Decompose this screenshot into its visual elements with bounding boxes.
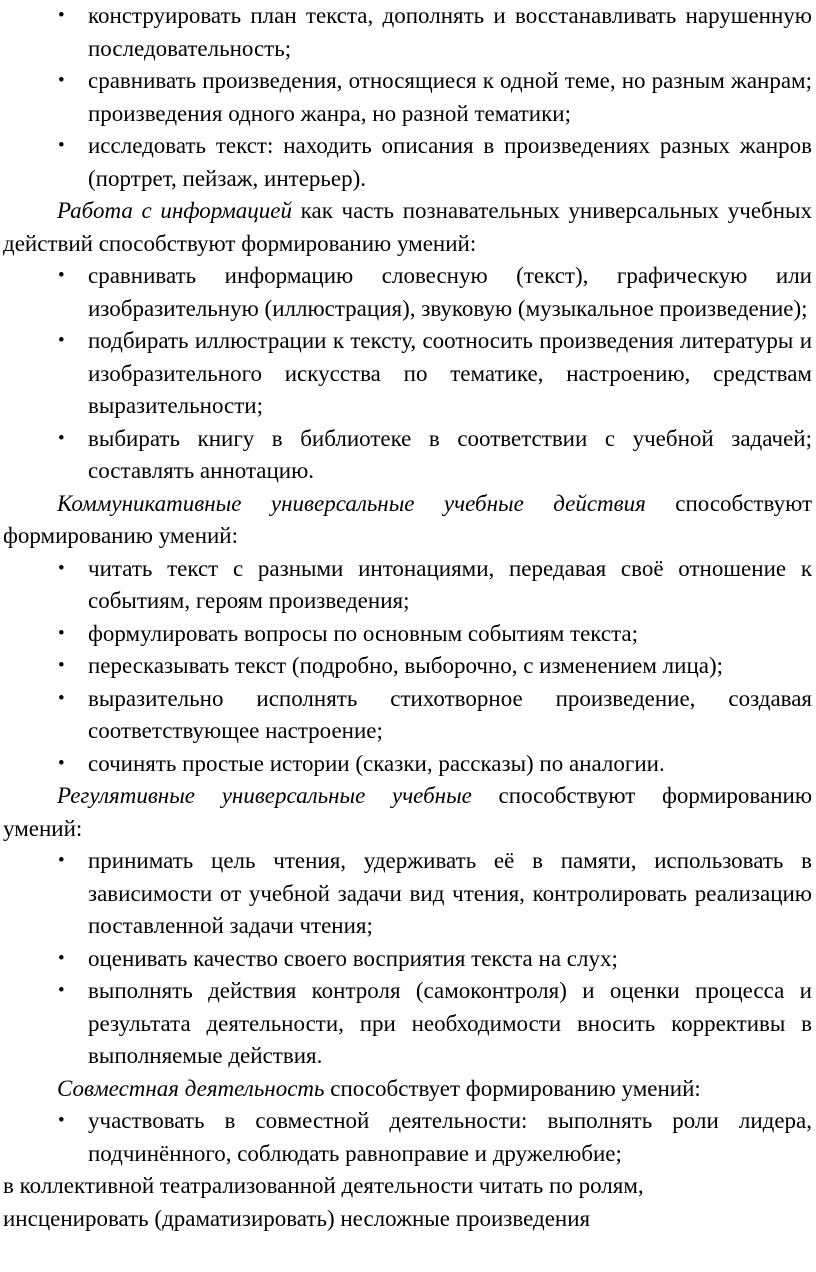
bullet-list-regulatory (3, 845, 812, 1073)
paragraph-joint-activity (3, 1073, 812, 1106)
list-item: • принимать цель чтения, удерживать её в памяти, использовать в зависимости от учебной задачи вид чтения, контролировать реализацию поставленной задачи чтения; (3, 845, 812, 943)
list-item: • пересказывать текст (подробно, выборочно, с изменением лица); (3, 650, 812, 683)
paragraph-information (3, 195, 812, 260)
list-item: • выбирать книгу в библиотеке в соответствии с учебной задачей; составлять аннотацию. (3, 423, 812, 488)
bullet-list-planning (3, 0, 812, 195)
bullet-list-information (3, 260, 812, 488)
list-item: • конструировать план текста, дополнять и восстанавливать нарушенную последовательность; (3, 0, 812, 65)
paragraph-regulatory (3, 780, 812, 845)
paragraph-text: способствуют формированию умений: (3, 783, 812, 841)
closing-line: инсценировать (драматизировать) несложные произведения (3, 1205, 591, 1231)
list-item: • исследовать текст: находить описания в произведениях разных жанров (портрет, пейзаж, интерьер). (3, 130, 812, 195)
bullet-list-joint-activity (3, 1105, 812, 1170)
list-item: • сравнивать информацию словесную (текст), графическую или изобразительную (иллюстрация), звуковую (музыкальное произведение); (3, 260, 812, 325)
list-item: • участвовать в совместной деятельности: выполнять роли лидера, подчинённого, соблюдать равноправие и дружелюбие; (3, 1105, 812, 1170)
italic-term: Регулятивные универсальные учебные (57, 783, 472, 808)
list-item: • подбирать иллюстрации к тексту, соотносить произведения литературы и изобразительного искусства по тематике, настроению, средствам выразительности; (3, 325, 812, 423)
list-item: • оценивать качество своего восприятия текста на слух; (3, 943, 812, 976)
bullet-list-communicative (3, 553, 812, 781)
paragraph-text: способствуют формированию умений: (3, 490, 812, 548)
italic-term: Коммуникативные универсальные учебные действия (57, 490, 646, 516)
paragraph-text: как часть познавательных универсальных учебных действий способствуют формированию умений: (3, 198, 812, 256)
list-item: • формулировать вопросы по основным событиям текста; (3, 618, 812, 651)
list-item: • сравнивать произведения, относящиеся к одной теме, но разным жанрам; произведения одного жанра, но разной тематики; (3, 65, 812, 130)
list-item: • читать текст с разными интонациями, передавая своё отношение к событиям, героям произведения; (3, 553, 812, 618)
italic-term: Работа с информацией (57, 198, 293, 223)
list-item: • выполнять действия контроля (самоконтроля) и оценки процесса и результата деятельности, при необходимости вносить коррективы в выполняемые действия. (3, 975, 812, 1073)
closing-line: в коллективной театрализованной деятельности читать по ролям, (3, 1173, 644, 1198)
list-item: • сочинять простые истории (сказки, рассказы) по аналогии. (3, 748, 812, 781)
italic-term: Совместная деятельность (57, 1075, 325, 1101)
paragraph-text: способствует формированию умений: (324, 1075, 701, 1101)
list-item: • выразительно исполнять стихотворное произведение, создавая соответствующее настроение; (3, 683, 812, 748)
paragraph-communicative (3, 488, 812, 553)
